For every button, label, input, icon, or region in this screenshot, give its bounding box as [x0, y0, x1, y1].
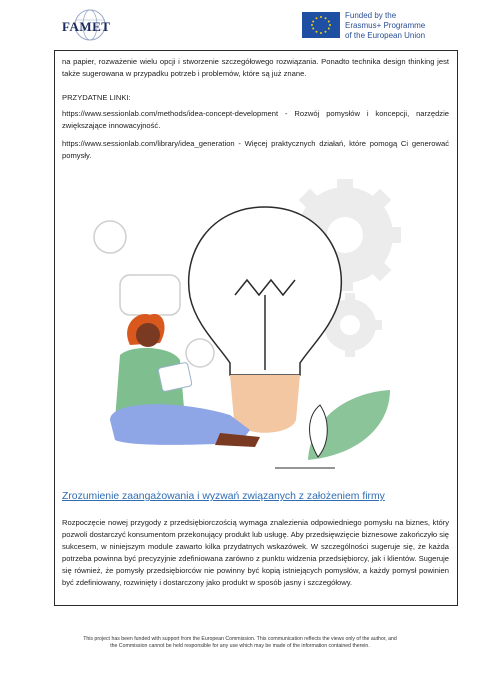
page-footer — [40, 636, 440, 650]
link-2[interactable]: https://www.sessionlab.com/library/idea_generation - Więcej praktycznych działań, które pomogą Ci generować pomysły. — [62, 139, 449, 160]
link-1[interactable]: https://www.sessionlab.com/methods/idea-concept-development - Rozwój pomysłów i koncepcji, narzędzie zwiększające innowacyjność. — [62, 109, 449, 130]
section-title: Zrozumienie zaangażowania i wyzwań związanych z założeniem firmy — [62, 491, 385, 502]
idea-illustration — [90, 175, 420, 480]
links-heading: PRZYDATNE LINKI: — [62, 93, 131, 102]
footer-line-1: This project has been funded with support from the European Commission. This communication reflects the views only of the author, and — [83, 636, 397, 642]
eu-line-3: of the European Union — [345, 31, 426, 40]
section-paragraph: Rozpoczęcie nowej przygody z przedsiębiorczością wymaga znalezienia odpowiedniego pomysłu na biznes, który pozwoli dostarczyć konsumentom przekonujący produkt lub usługę. Aby przedsięwzięcie biznesowe zakończyło się sukcesem, w niniejszym module zawarto kilka przydatnych wskazówek. W szczególności sugeruje się, że każda potrzeba powinna być precyzyjnie zdefiniowana zarówno z punktu widzenia przedsiębiorcy, jak i klientów. Sugeruje się również, że pomysły przedsiębiorców nie powinny być kopią istniejących pomysłów, a każdy pomysł powinien być zdefiniowany, rozwinięty i dostarczony jako produkt w sposób jasny i szczegółowy. — [62, 518, 449, 587]
footer-line-2: the Commission cannot be held responsible for any use which may be made of the information contained therein. — [110, 643, 370, 649]
eu-funding-text — [345, 11, 425, 41]
page-header — [0, 0, 480, 52]
intro-paragraph: na papier, rozważenie wielu opcji i stworzenie szczegółowego rozwiązania. Ponadto technika design thinking jest także sugerowana w przypadku potrzeb i problemów, które są już znane. — [62, 57, 449, 78]
eu-line-2: Erasmus+ Programme — [345, 21, 426, 30]
eu-flag-icon — [302, 12, 340, 38]
famet-logo-text: FAMET — [62, 19, 111, 34]
eu-line-1: Funded by the — [345, 11, 397, 20]
lightbulb-illustration — [90, 175, 420, 480]
